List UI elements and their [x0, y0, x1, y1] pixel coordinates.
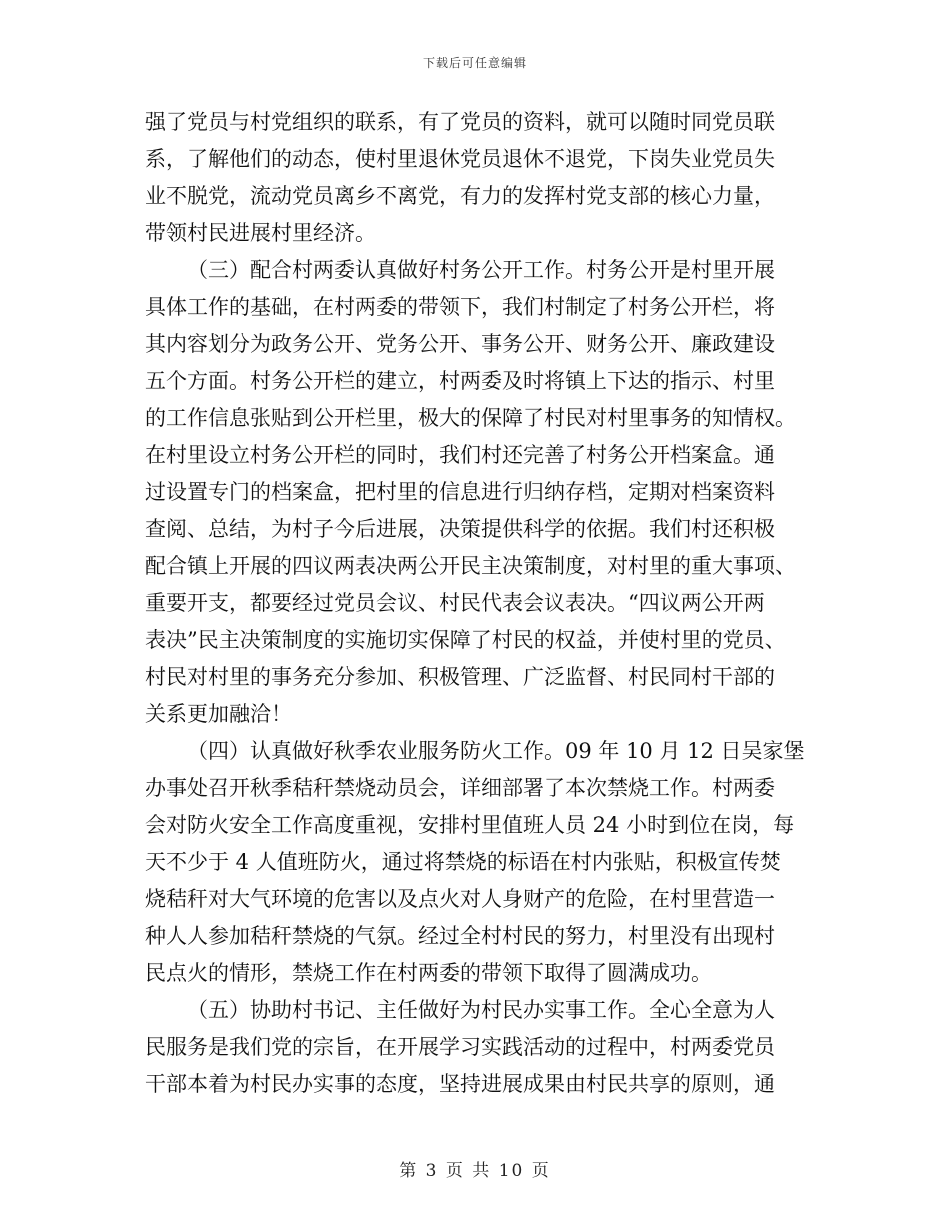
text-line: 其内容划分为政务公开、党务公开、事务公开、财务公开、廉政建设	[145, 332, 775, 356]
text-line: 民点火的情形，禁烧工作在村两委的带领下取得了圆满成功。	[145, 961, 712, 985]
body-text	[145, 104, 805, 1103]
text-line: （四）认真做好秋季农业服务防火工作。09 年 10 月 12 日吴家堡	[187, 739, 805, 763]
text-line: 重要开支，都要经过党员会议、村民代表会议表决。“四议两公开两	[145, 591, 765, 615]
text-line: 表决”民主决策制度的实施切实保障了村民的权益，并使村里的党员、	[145, 628, 786, 652]
text-line: 村民对村里的事务充分参加、积极管理、广泛监督、村民同村干部的	[145, 665, 775, 689]
text-line: 会对防火安全工作高度重视，安排村里值班人员 24 小时到位在岗，每	[145, 813, 795, 837]
text-line: 天不少于 4 人值班防火，通过将禁烧的标语在村内张贴，积极宣传焚	[145, 850, 781, 874]
text-line: 办事处召开秋季秸秆禁烧动员会，详细部署了本次禁烧工作。村两委	[145, 776, 775, 800]
text-line: 在村里设立村务公开栏的同时，我们村还完善了村务公开档案盒。通	[145, 443, 775, 467]
text-line: 查阅、总结，为村子今后进展，决策提供科学的依据。我们村还积极	[145, 517, 775, 541]
text-line: 烧秸秆对大气环境的危害以及点火对人身财产的危险，在村里营造一	[145, 887, 775, 911]
text-line: 干部本着为村民办实事的态度，坚持进展成果由村民共享的原则，通	[145, 1072, 775, 1096]
text-line: 民服务是我们党的宗旨，在开展学习实践活动的过程中，村两委党员	[145, 1035, 775, 1059]
text-line: 强了党员与村党组织的联系，有了党员的资料，就可以随时同党员联	[145, 110, 775, 134]
text-line: 配合镇上开展的四议两表决两公开民主决策制度，对村里的重大事项、	[145, 554, 796, 578]
text-line: 带领村民进展村里经济。	[145, 221, 376, 245]
text-line: （五）协助村书记、主任做好为村民办实事工作。全心全意为人	[187, 998, 775, 1022]
text-line: 种人人参加秸秆禁烧的气氛。经过全村村民的努力，村里没有出现村	[145, 924, 775, 948]
text-line: 的工作信息张贴到公开栏里，极大的保障了村民对村里事务的知情权。	[145, 406, 796, 430]
page-header: 下载后可任意编辑	[422, 56, 527, 70]
page-footer: 第 3 页 共 10 页	[399, 1161, 551, 1181]
text-line: 系，了解他们的动态，使村里退休党员退休不退党，下岗失业党员失	[145, 147, 775, 171]
text-line: 关系更加融洽！	[145, 702, 292, 726]
text-line: （三）配合村两委认真做好村务公开工作。村务公开是村里开展	[187, 258, 775, 282]
text-line: 具体工作的基础，在村两委的带领下，我们村制定了村务公开栏，将	[145, 295, 775, 319]
text-line: 业不脱党，流动党员离乡不离党，有力的发挥村党支部的核心力量，	[145, 184, 775, 208]
text-line: 过设置专门的档案盒，把村里的信息进行归纳存档，定期对档案资料	[145, 480, 775, 504]
text-line: 五个方面。村务公开栏的建立，村两委及时将镇上下达的指示、村里	[145, 369, 775, 393]
